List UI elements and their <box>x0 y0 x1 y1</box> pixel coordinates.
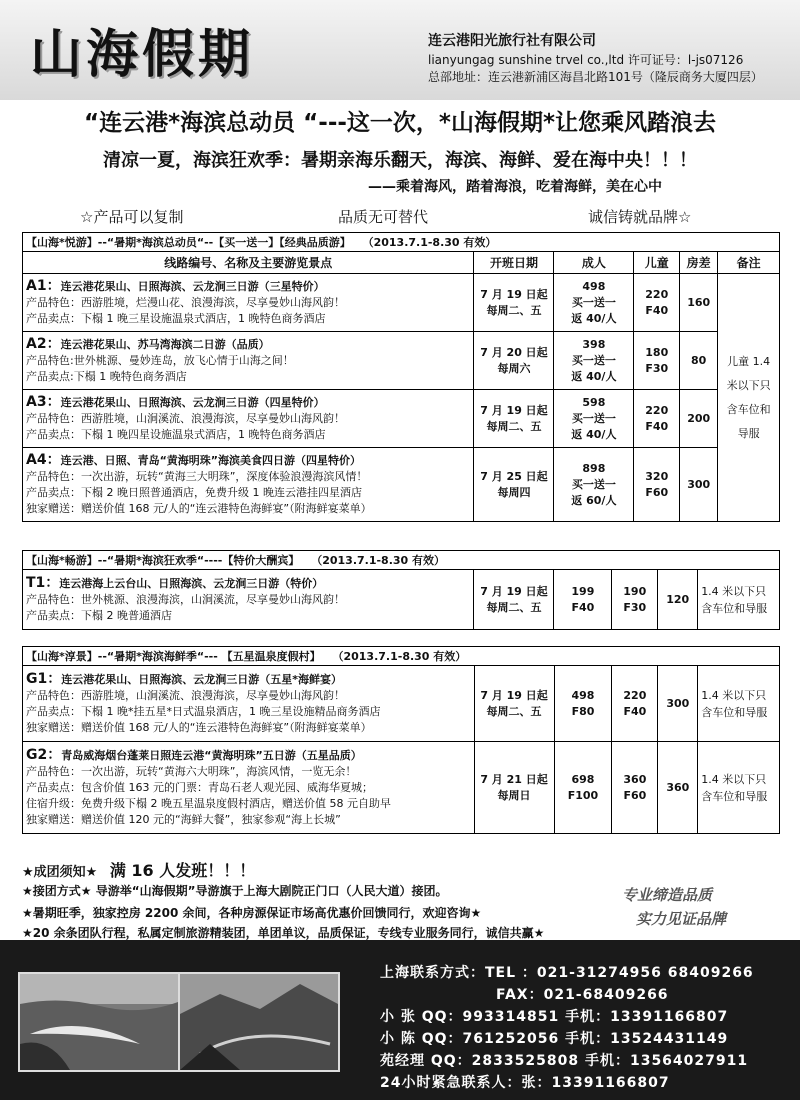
weekday: 每周日 <box>497 788 531 802</box>
start-date: 7 月 21 日起 <box>480 772 548 786</box>
adult-price: 498 <box>582 279 606 293</box>
contact-manager: 苑经理 QQ：2833525808 手机：13564027911 <box>380 1053 749 1069</box>
route-detail: 产品特色：世外桃源、浪漫海滨，山涧溪流，尽享曼妙山海风韵！ <box>26 593 345 606</box>
route-code: G1： <box>26 671 62 687</box>
notice-label: ★成团须知★ <box>22 865 98 880</box>
child-fee: F40 <box>645 419 669 433</box>
route-detail: 产品卖点：下榻 2 晚日照普通酒店，免费升级 1 晚连云港挂四星酒店 <box>26 486 362 499</box>
price-table-section-2 <box>22 550 780 630</box>
promo: 买一送一 <box>571 353 616 367</box>
section-header <box>23 551 780 570</box>
start-date: 7 月 19 日起 <box>480 584 548 598</box>
adult-fee: F100 <box>567 788 599 802</box>
side-slogan-2: 实力见证品牌 <box>636 910 727 928</box>
route-detail: 产品特色：一次出游，玩转“黄海六大明珠”，海滨风情，一览无余！ <box>26 765 357 778</box>
route-detail: 独家赠送：赠送价值 120 元的“海鲜大餐”，独家参观“海上长城” <box>26 813 341 826</box>
route-code: A2： <box>26 336 61 352</box>
adult-price: 898 <box>582 461 606 475</box>
adult-price: 598 <box>582 395 606 409</box>
route-code: A1： <box>26 278 61 294</box>
table-row <box>23 448 780 522</box>
weekday: 每周二、五 <box>486 600 542 614</box>
child-price: 320 <box>645 469 669 483</box>
route-code: A4： <box>26 452 61 468</box>
col-header-child: 儿童 <box>634 252 680 274</box>
route-name: 连云港花果山、日照海滨、云龙涧三日游（四星特价） <box>60 396 325 409</box>
child-fee: F30 <box>645 361 669 375</box>
start-date: 7 月 19 日起 <box>480 688 548 702</box>
side-slogan-1: 专业缔造品质 <box>622 886 713 904</box>
remark: 1.4 米以下只含车位和导服 <box>698 570 780 630</box>
child-fee: F60 <box>623 788 647 802</box>
route-detail: 独家赠送：赠送价值 168 元/人的“连云港特色海鲜宴”（附海鲜宴菜单） <box>26 502 372 515</box>
coast-photo <box>18 972 180 1072</box>
room-diff: 300 <box>658 666 698 742</box>
route-detail: 产品卖点：包含价值 163 元的门票：青岛石老人观光园、威海华夏城； <box>26 781 373 794</box>
route-detail: 产品特色：一次出游，玩转“黄海三大明珠”，深度体验浪漫海滨风情！ <box>26 470 368 483</box>
col-header-route: 线路编号、名称及主要游览景点 <box>23 252 474 274</box>
adult-fee: F80 <box>571 704 595 718</box>
quality-tag-1: ☆产品可以复制 <box>80 208 184 226</box>
route-detail: 产品特色：西游胜境，烂漫山花、浪漫海滨，尽享曼妙山海风韵！ <box>26 296 345 309</box>
adult-price: 398 <box>582 337 606 351</box>
quality-tag-2: 品质无可替代 <box>338 208 429 226</box>
adult-price: 498 <box>571 688 595 702</box>
weekday: 每周二、五 <box>486 303 542 317</box>
section-title: 【山海*淳景】--“暑期*海滨海鲜季“--- 【五星温泉度假村】 <box>26 650 321 663</box>
table-row <box>23 666 780 742</box>
sub-slogan: 清凉一夏，海滨狂欢季：暑期亲海乐翻天，海滨、海鲜、爱在海中央！！！ <box>103 150 697 171</box>
contact-tel: 上海联系方式：TEL ：021-31274956 68409266 <box>380 965 754 981</box>
child-price: 360 <box>623 772 647 786</box>
rebate: 返 60/人 <box>571 493 617 507</box>
child-price: 220 <box>623 688 647 702</box>
route-name: 连云港花果山、苏马湾海滨二日游（品质） <box>60 338 270 351</box>
quality-tag-3: 诚信铸就品牌☆ <box>588 208 692 226</box>
contact-emergency: 24小时紧急联系人：张：13391166807 <box>380 1075 670 1091</box>
section-period: （2013.7.1-8.30 有效） <box>311 554 446 567</box>
col-header-room: 房差 <box>680 252 718 274</box>
adult-price: 199 <box>571 584 595 598</box>
price-table-section-1 <box>22 232 780 522</box>
child-fee: F30 <box>623 600 647 614</box>
price-table-section-3 <box>22 646 780 834</box>
col-header-date: 开班日期 <box>474 252 554 274</box>
peak-season-notice: ★暑期旺季，独家控房 2200 余间，各种房源保证市场高优惠价回馈同行，欢迎咨询★ <box>22 906 482 920</box>
start-date: 7 月 25 日起 <box>480 469 548 483</box>
route-detail: 产品卖点：下榻 1 晚三星设施温泉式酒店，1 晚特色商务酒店 <box>26 312 326 325</box>
contact-chen: 小 陈 QQ：761252056 手机：13524431149 <box>380 1031 729 1047</box>
section-title: 【山海*畅游】--“暑期*海滨狂欢季“----【特价大酬宾】 <box>26 554 300 567</box>
tagline: ——乘着海风，踏着海浪，吃着海鲜，美在心中 <box>368 179 662 195</box>
route-detail: 产品特色：西游胜境，山涧溪流、浪漫海滨，尽享曼妙山海风韵！ <box>26 689 345 702</box>
start-date: 7 月 19 日起 <box>480 287 548 301</box>
col-header-note: 备注 <box>718 252 780 274</box>
adult-price: 698 <box>571 772 595 786</box>
route-name: 青岛威海烟台蓬莱日照连云港“黄海明珠”五日游（五星品质） <box>61 749 362 762</box>
child-fee: F60 <box>645 485 669 499</box>
promo: 买一送一 <box>571 411 616 425</box>
start-date: 7 月 20 日起 <box>480 345 548 359</box>
contact-fax: FAX：021-68409266 <box>496 987 669 1003</box>
room-diff: 300 <box>680 448 718 522</box>
weekday: 每周二、五 <box>486 419 542 433</box>
route-detail: 产品特色：西游胜境，山涧溪流、浪漫海滨，尽享曼妙山海风韵！ <box>26 412 345 425</box>
route-detail: 产品卖点：下榻 1 晚*挂五星*日式温泉酒店，1 晚三星设施精品商务酒店 <box>26 705 381 718</box>
col-header-adult: 成人 <box>554 252 634 274</box>
group-notice <box>22 858 255 881</box>
rebate: 返 40/人 <box>571 311 617 325</box>
child-price: 180 <box>645 345 669 359</box>
route-name: 连云港海上云台山、日照海滨、云龙涧三日游（特价） <box>59 577 324 590</box>
child-fee: F40 <box>623 704 647 718</box>
table-row <box>23 332 780 390</box>
route-code: A3： <box>26 394 61 410</box>
route-detail: 住宿升级：免费升级下榻 2 晚五星温泉度假村酒店，赠送价值 58 元自助早 <box>26 797 391 810</box>
room-diff: 360 <box>658 742 698 834</box>
service-notice: ★20 余条团队行程，私属定制旅游精装团，单团单议，品质保证，专线专业服务同行，诚信共赢★ <box>22 926 545 940</box>
route-detail: 产品卖点：下榻 1 晚四星设施温泉式酒店，1 晚特色商务酒店 <box>26 428 326 441</box>
start-date: 7 月 19 日起 <box>480 403 548 417</box>
rebate: 返 40/人 <box>571 369 617 383</box>
adult-fee: F40 <box>571 600 595 614</box>
section-period: （2013.7.1-8.30 有效） <box>332 650 467 663</box>
rebate: 返 40/人 <box>571 427 617 441</box>
section-header <box>23 233 780 252</box>
weekday: 每周六 <box>497 361 531 375</box>
room-diff: 120 <box>658 570 698 630</box>
remark: 1.4 米以下只含车位和导服 <box>698 742 780 834</box>
weekday: 每周二、五 <box>486 704 542 718</box>
route-detail: 产品卖点:下榻 1 晚特色商务酒店 <box>26 370 187 383</box>
table-row <box>23 390 780 448</box>
section-period: （2013.7.1-8.30 有效） <box>362 236 497 249</box>
company-address: 总部地址：连云港新浦区海昌北路101号（隆辰商务大厦四层） <box>428 70 763 84</box>
route-name: 连云港花果山、日照海滨、云龙涧三日游（三星特价） <box>60 280 325 293</box>
route-detail: 产品特色:世外桃源、曼妙连岛，放飞心情于山海之间！ <box>26 354 294 367</box>
route-detail: 产品卖点：下榻 2 晚普通酒店 <box>26 609 172 622</box>
promo: 买一送一 <box>571 477 616 491</box>
child-price: 220 <box>645 403 669 417</box>
section-header <box>23 647 780 666</box>
room-diff: 160 <box>680 274 718 332</box>
brand-logo: 山海假期 <box>30 24 255 85</box>
company-english-name: lianyungag sunshine trvel co.,ltd 许可证号：l-js07126 <box>428 53 744 67</box>
remark: 儿童 1.4 米以下只含车位和导服 <box>718 274 780 522</box>
table-row <box>23 274 780 332</box>
section-title: 【山海*悦游】--“暑期*海滨总动员“--【买一送一】【经典品质游】 <box>26 236 351 249</box>
route-detail: 独家赠送：赠送价值 168 元/人的“连云港特色海鲜宴”（附海鲜宴菜单） <box>26 721 372 734</box>
child-price: 190 <box>623 584 647 598</box>
route-name: 连云港花果山、日照海滨、云龙涧三日游（五星*海鲜宴） <box>61 673 342 686</box>
route-code: T1： <box>26 575 60 591</box>
weekday: 每周四 <box>497 485 531 499</box>
main-slogan: “连云港*海滨总动员 “---这一次，*山海假期*让您乘风踏浪去 <box>84 110 716 136</box>
pickup-notice: ★接团方式★ 导游举“山海假期”导游旗于上海大剧院正门口（人民大道）接团。 <box>22 884 448 898</box>
notice-min-group: 满 16 人发班！！！ <box>109 861 256 880</box>
child-price: 220 <box>645 287 669 301</box>
remark: 1.4 米以下只含车位和导服 <box>698 666 780 742</box>
table-row <box>23 570 780 630</box>
company-name: 连云港阳光旅行社有限公司 <box>428 33 596 49</box>
table-row <box>23 742 780 834</box>
room-diff: 200 <box>680 390 718 448</box>
route-name: 连云港、日照、青岛“黄海明珠”海滨美食四日游（四星特价） <box>60 454 362 467</box>
child-fee: F40 <box>645 303 669 317</box>
mountain-photo <box>178 972 340 1072</box>
room-diff: 80 <box>680 332 718 390</box>
promo: 买一送一 <box>571 295 616 309</box>
contact-zhang: 小 张 QQ：993314851 手机：13391166807 <box>380 1009 729 1025</box>
route-code: G2： <box>26 747 62 763</box>
